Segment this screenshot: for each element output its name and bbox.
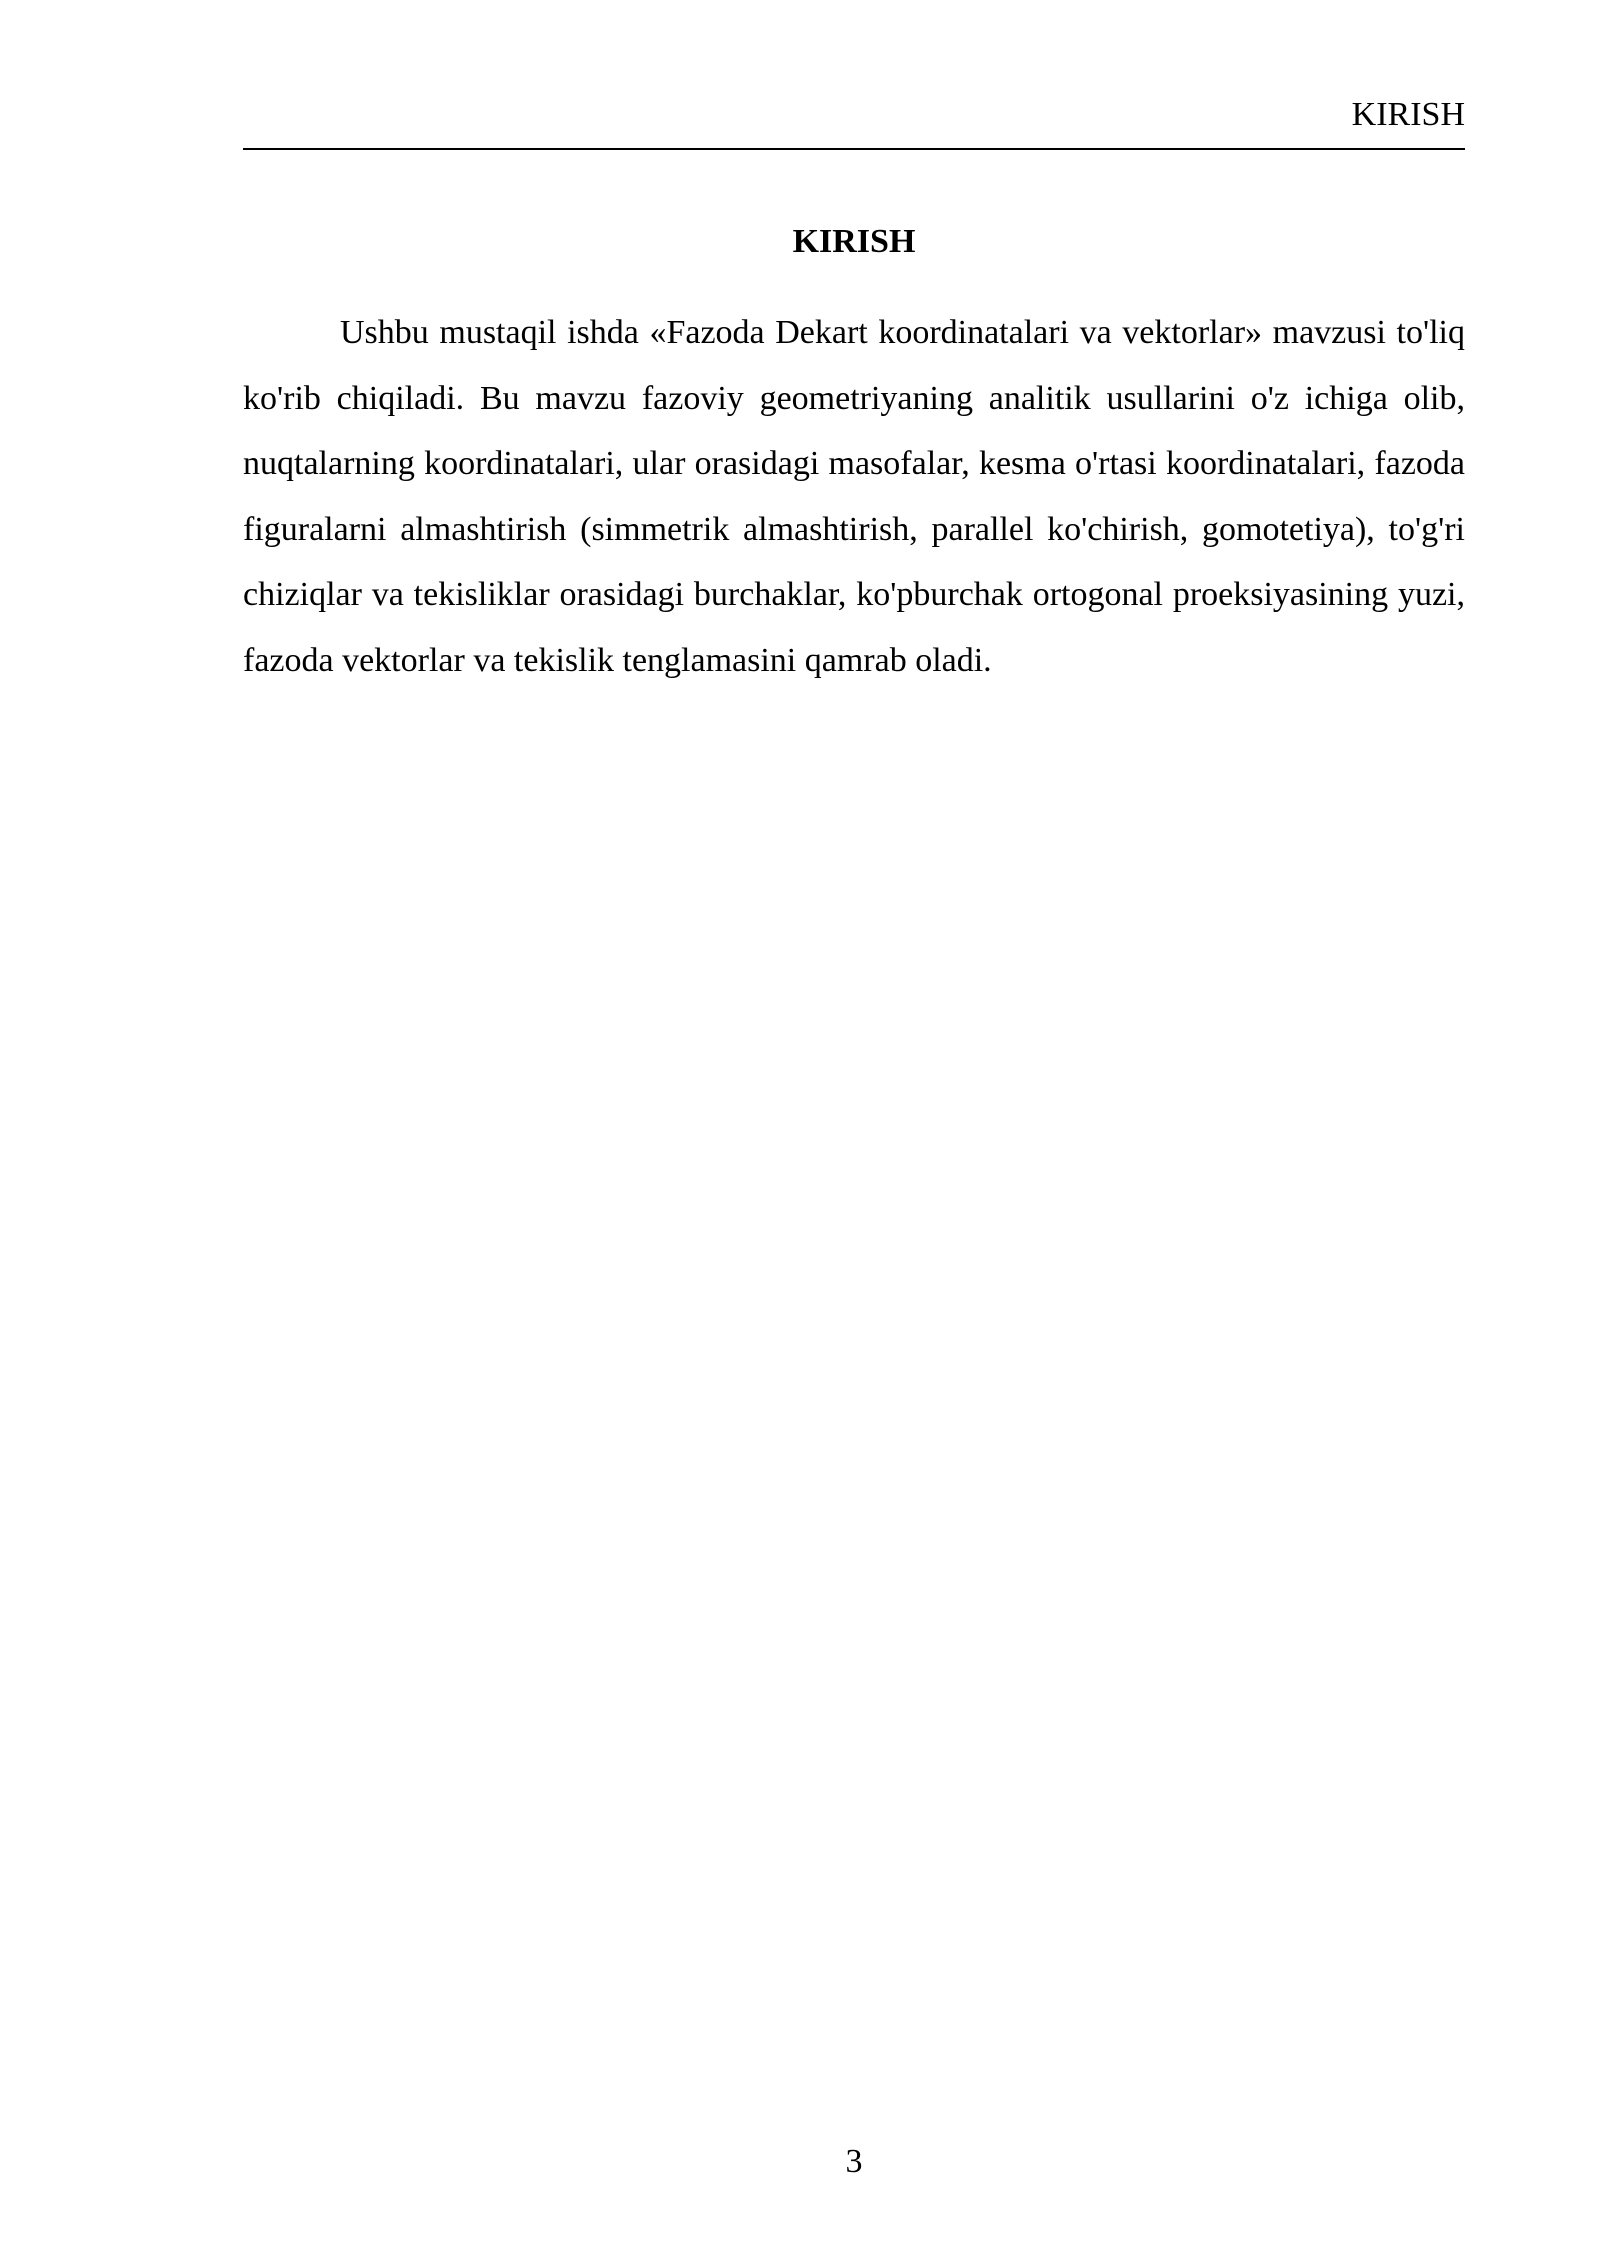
body-paragraph: Ushbu mustaqil ishda «Fazoda Dekart koordinatalari va vektorlar» mavzusi to'liq ko'rib chiqiladi. Bu mavzu fazoviy geometriyaning analitik usullarini o'z ichiga olib, nuqtalarning koordinatalari, ular orasidagi masofalar, kesma o'rtasi koordinatalari, fazoda figuralarni almashtirish (simmetrik almashtirish, parallel ko'chirish, gomotetiya), to'g'ri chiziqlar va tekisliklar orasidagi burchaklar, ko'pburchak ortogonal proeksiyasining yuzi, fazoda vektorlar va tekislik tenglamasini qamrab oladi.	[243, 314, 1465, 679]
section-title: KIRISH	[792, 223, 916, 260]
page-number: 3	[845, 2143, 863, 2180]
header-divider	[243, 148, 1465, 150]
running-header: KIRISH	[1351, 96, 1465, 133]
